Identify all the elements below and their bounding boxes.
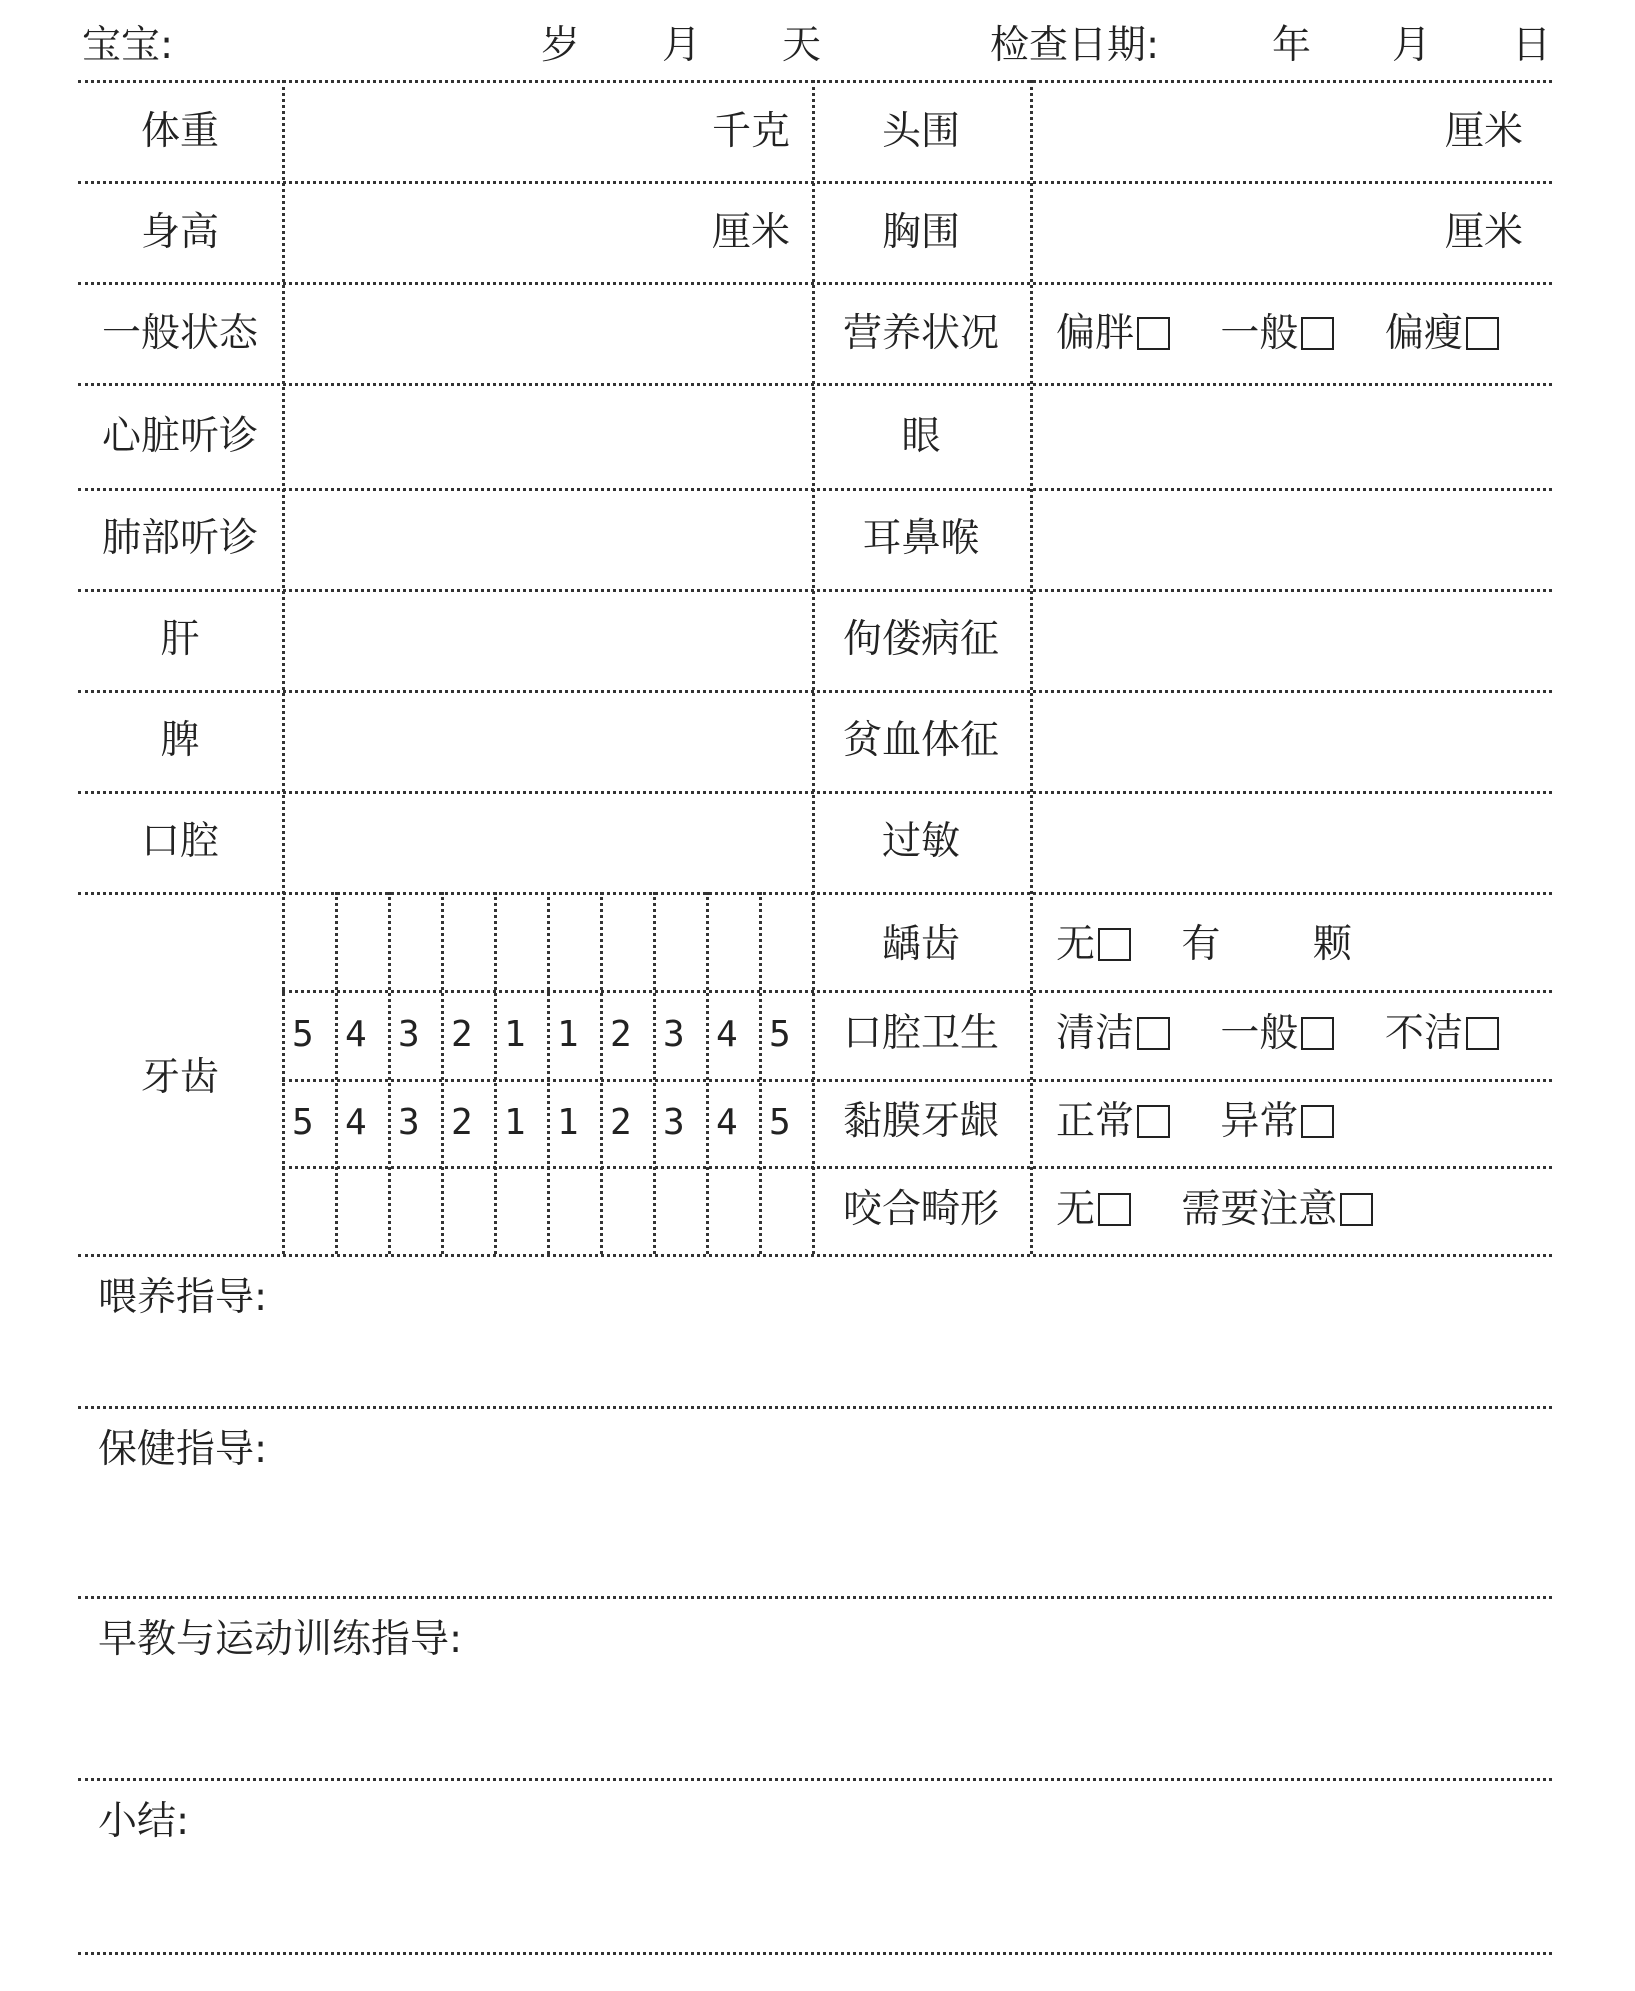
caries-label: 龋齿 xyxy=(881,922,960,967)
column-divider xyxy=(812,80,815,1254)
weight-label: 体重 xyxy=(140,109,219,154)
date-day-label: 日 xyxy=(1512,23,1552,68)
date-month-label: 月 xyxy=(1392,23,1432,68)
tooth-number: 3 xyxy=(398,1014,420,1055)
divider xyxy=(78,892,1552,895)
tooth-number: 4 xyxy=(345,1014,367,1055)
mucosa-option-abnormal[interactable]: 异常 xyxy=(1220,1102,1334,1141)
divider xyxy=(78,1406,1552,1409)
checkbox[interactable] xyxy=(1137,317,1170,350)
divider xyxy=(78,1778,1552,1781)
lung-label: 肺部听诊 xyxy=(101,516,258,561)
hygiene-option-normal[interactable]: 一般 xyxy=(1220,1014,1334,1053)
tooth-number: 2 xyxy=(451,1102,473,1143)
ent-label: 耳鼻喉 xyxy=(862,516,980,561)
column-divider xyxy=(1030,80,1033,1254)
tooth-number: 2 xyxy=(451,1014,473,1055)
oral-hygiene-options xyxy=(1056,1011,1537,1056)
checkbox[interactable] xyxy=(1466,1017,1499,1050)
tooth-number: 5 xyxy=(292,1014,314,1055)
tooth-divider xyxy=(759,892,762,1254)
hygiene-option-unclean[interactable]: 不洁 xyxy=(1385,1014,1499,1053)
divider xyxy=(282,990,1552,993)
tooth-number: 1 xyxy=(557,1102,579,1143)
mucosa-options xyxy=(1056,1099,1372,1144)
tooth-number: 1 xyxy=(557,1014,579,1055)
tooth-divider xyxy=(494,892,497,1254)
early-education-label: 早教与运动训练指导: xyxy=(98,1617,463,1662)
tooth-number: 3 xyxy=(663,1014,685,1055)
eye-label: 眼 xyxy=(901,414,941,459)
height-label: 身高 xyxy=(140,210,219,255)
nutrition-option-normal[interactable]: 一般 xyxy=(1220,314,1334,353)
hygiene-option-clean[interactable]: 清洁 xyxy=(1056,1014,1170,1053)
oral-hygiene-label: 口腔卫生 xyxy=(842,1011,999,1056)
mouth-label: 口腔 xyxy=(140,819,219,864)
malocclusion-label: 咬合畸形 xyxy=(842,1187,999,1232)
date-year-label: 年 xyxy=(1272,23,1312,68)
head-circ-label: 头围 xyxy=(881,109,960,154)
general-state-label: 一般状态 xyxy=(101,311,258,356)
age-months-label: 月 xyxy=(662,23,702,68)
checkbox[interactable] xyxy=(1301,1017,1334,1050)
column-divider xyxy=(282,80,285,1254)
nutrition-label: 营养状况 xyxy=(842,311,999,356)
tooth-number: 4 xyxy=(345,1102,367,1143)
tooth-number: 4 xyxy=(716,1014,738,1055)
rickets-label: 佝偻病征 xyxy=(842,617,999,662)
tooth-number: 2 xyxy=(610,1102,632,1143)
nutrition-option-chubby[interactable]: 偏胖 xyxy=(1056,314,1170,353)
divider xyxy=(78,1596,1552,1599)
checkbox[interactable] xyxy=(1098,1193,1131,1226)
summary-label: 小结: xyxy=(98,1799,190,1844)
caries-has-label: 有 xyxy=(1181,922,1221,967)
tooth-number: 5 xyxy=(769,1102,791,1143)
tooth-number: 3 xyxy=(663,1102,685,1143)
chest-circ-label: 胸围 xyxy=(881,210,960,255)
spleen-label: 脾 xyxy=(160,718,200,763)
checkbox[interactable] xyxy=(1137,1105,1170,1138)
divider xyxy=(78,181,1552,184)
anemia-label: 贫血体征 xyxy=(842,718,999,763)
divider xyxy=(78,80,1552,83)
tooth-divider xyxy=(600,892,603,1254)
nutrition-options xyxy=(1056,311,1537,356)
checkbox[interactable] xyxy=(1301,1105,1334,1138)
checkbox[interactable] xyxy=(1098,928,1131,961)
height-unit: 厘米 xyxy=(711,210,790,255)
checkbox[interactable] xyxy=(1466,317,1499,350)
divider xyxy=(78,1254,1552,1257)
caries-unit-label: 颗 xyxy=(1312,922,1352,967)
divider xyxy=(78,589,1552,592)
caries-options xyxy=(1056,922,1352,967)
liver-label: 肝 xyxy=(160,617,200,662)
caries-none-option[interactable]: 无 xyxy=(1056,922,1131,967)
divider xyxy=(78,383,1552,386)
tooth-number: 1 xyxy=(504,1102,526,1143)
tooth-divider xyxy=(335,892,338,1254)
teeth-label: 牙齿 xyxy=(140,1055,219,1100)
age-years-label: 岁 xyxy=(541,23,581,68)
heart-label: 心脏听诊 xyxy=(101,414,258,459)
malocclusion-option-attention[interactable]: 需要注意 xyxy=(1181,1190,1373,1229)
divider xyxy=(78,488,1552,491)
tooth-number: 4 xyxy=(716,1102,738,1143)
divider xyxy=(282,1166,1552,1169)
weight-unit: 千克 xyxy=(711,109,790,154)
checkbox[interactable] xyxy=(1340,1193,1373,1226)
divider xyxy=(282,1079,1552,1082)
check-date-label: 检查日期: xyxy=(990,23,1160,68)
tooth-number: 3 xyxy=(398,1102,420,1143)
checkbox[interactable] xyxy=(1301,317,1334,350)
divider xyxy=(78,690,1552,693)
allergy-label: 过敏 xyxy=(881,819,960,864)
divider xyxy=(78,282,1552,285)
feeding-guidance-label: 喂养指导: xyxy=(98,1275,268,1320)
baby-label: 宝宝: xyxy=(82,23,174,68)
tooth-number: 5 xyxy=(769,1014,791,1055)
divider xyxy=(78,1952,1552,1955)
mucosa-gum-label: 黏膜牙龈 xyxy=(842,1099,999,1144)
tooth-divider xyxy=(388,892,391,1254)
malocclusion-option-none[interactable]: 无 xyxy=(1056,1190,1131,1229)
health-guidance-label: 保健指导: xyxy=(98,1427,268,1472)
tooth-number: 1 xyxy=(504,1014,526,1055)
chest-circ-unit: 厘米 xyxy=(1444,210,1523,255)
tooth-number: 5 xyxy=(292,1102,314,1143)
head-circ-unit: 厘米 xyxy=(1444,109,1523,154)
tooth-number: 2 xyxy=(610,1014,632,1055)
mucosa-option-normal[interactable]: 正常 xyxy=(1056,1102,1170,1141)
tooth-divider xyxy=(441,892,444,1254)
age-days-label: 天 xyxy=(782,23,822,68)
checkbox[interactable] xyxy=(1137,1017,1170,1050)
malocclusion-options xyxy=(1056,1187,1411,1232)
tooth-divider xyxy=(653,892,656,1254)
tooth-divider xyxy=(706,892,709,1254)
divider xyxy=(78,791,1552,794)
tooth-divider xyxy=(547,892,550,1254)
nutrition-option-thin[interactable]: 偏瘦 xyxy=(1385,314,1499,353)
